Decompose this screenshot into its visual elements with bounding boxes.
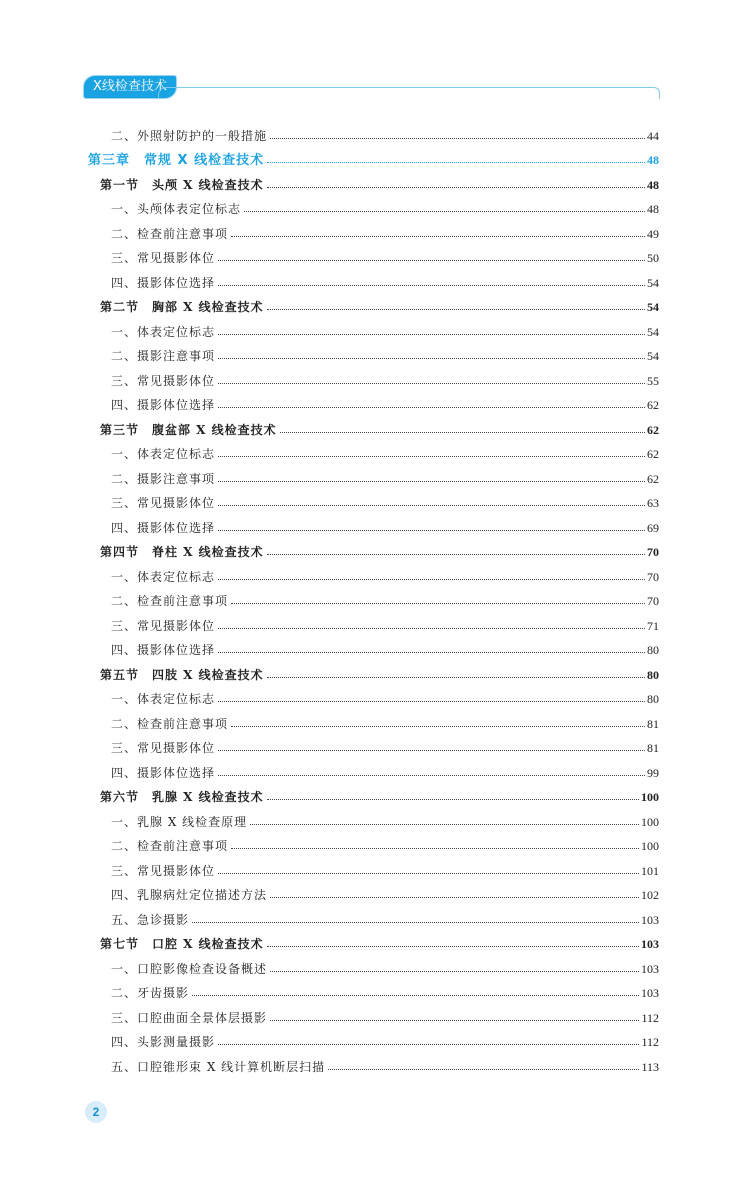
- toc-entry-page: 55: [647, 373, 659, 388]
- toc-subsection-entry[interactable]: [88, 830, 659, 855]
- toc-entry-page: 80: [647, 692, 659, 706]
- toc-dot-leader: [280, 432, 645, 433]
- toc-subsection-entry[interactable]: [88, 340, 659, 365]
- toc-entry-page: 62: [647, 471, 659, 486]
- toc-dot-leader: [218, 334, 645, 335]
- toc-dot-leader: [218, 383, 645, 384]
- toc-entry-title: 一、体表定位标志: [111, 692, 216, 706]
- toc-entry-title: 第六节 乳腺 X 线检查技术: [100, 790, 264, 804]
- toc-dot-leader: [218, 579, 645, 580]
- toc-entry-page: 70: [647, 594, 659, 608]
- toc-entry-page: 62: [647, 447, 659, 461]
- toc-dot-leader: [218, 407, 645, 408]
- toc-entry-title: 第三节 腹盆部 X 线检查技术: [100, 422, 277, 437]
- toc-entry-title: 第七节 口腔 X 线检查技术: [100, 937, 264, 951]
- toc-entry-page: 44: [647, 128, 659, 143]
- toc-entry-title: 四、摄影体位选择: [111, 275, 216, 290]
- toc-subsection-entry[interactable]: [88, 119, 659, 144]
- toc-subsection-entry[interactable]: [88, 1001, 659, 1026]
- toc-subsection-entry[interactable]: [88, 389, 659, 414]
- toc-subsection-entry[interactable]: [88, 585, 659, 610]
- running-header: [84, 76, 660, 102]
- toc-subsection-entry[interactable]: [88, 438, 659, 463]
- toc-dot-leader: [218, 750, 645, 751]
- toc-entry-title: 一、体表定位标志: [111, 569, 216, 584]
- toc-section-entry[interactable]: [88, 536, 659, 561]
- toc-dot-leader: [218, 505, 645, 506]
- toc-dot-leader: [250, 824, 639, 825]
- toc-entry-page: 48: [647, 153, 659, 167]
- toc-section-entry[interactable]: [88, 781, 659, 806]
- toc-entry-page: 54: [647, 349, 659, 363]
- toc-subsection-entry[interactable]: [88, 364, 659, 389]
- toc-subsection-entry[interactable]: [88, 903, 659, 928]
- toc-subsection-entry[interactable]: [88, 560, 659, 585]
- toc-entry-title: 二、牙齿摄影: [111, 986, 190, 1000]
- toc-entry-page: 100: [641, 790, 659, 804]
- toc-section-entry[interactable]: [88, 291, 659, 316]
- toc-entry-page: 71: [647, 618, 659, 633]
- toc-entry-page: 80: [647, 643, 659, 657]
- toc-entry-title: 二、外照射防护的一般措施: [111, 128, 268, 143]
- toc-entry-page: 48: [647, 202, 659, 216]
- toc-entry-title: 三、常见摄影体位: [111, 496, 216, 510]
- toc-dot-leader: [270, 1020, 639, 1021]
- toc-entry-title: 三、常见摄影体位: [111, 251, 216, 265]
- toc-dot-leader: [218, 775, 645, 776]
- toc-entry-page: 54: [647, 275, 659, 290]
- toc-subsection-entry[interactable]: [88, 634, 659, 659]
- toc-entry-title: 一、体表定位标志: [111, 324, 216, 339]
- toc-entry-title: 第二节 胸部 X 线检查技术: [100, 300, 264, 314]
- toc-subsection-entry[interactable]: [88, 879, 659, 904]
- toc-dot-leader: [192, 922, 639, 923]
- toc-subsection-entry[interactable]: [88, 1050, 659, 1075]
- toc-entry-page: 103: [641, 912, 659, 927]
- toc-subsection-entry[interactable]: [88, 315, 659, 340]
- toc-entry-page: 113: [641, 1059, 659, 1074]
- toc-entry-title: 二、检查前注意事项: [111, 226, 229, 241]
- toc-entry-title: 第一节 头颅 X 线检查技术: [100, 177, 264, 192]
- toc-entry-title: 三、常见摄影体位: [111, 741, 216, 755]
- toc-subsection-entry[interactable]: [88, 977, 659, 1002]
- toc-dot-leader: [218, 628, 645, 629]
- toc-entry-page: 48: [647, 177, 659, 192]
- toc-subsection-entry[interactable]: [88, 242, 659, 267]
- toc-entry-page: 103: [641, 986, 659, 1000]
- table-of-contents: [88, 119, 659, 1075]
- toc-dot-leader: [218, 530, 645, 531]
- toc-dot-leader: [218, 652, 645, 653]
- toc-entry-title: 二、摄影注意事项: [111, 471, 216, 486]
- toc-entry-title: 二、检查前注意事项: [111, 839, 229, 853]
- toc-section-entry[interactable]: [88, 658, 659, 683]
- toc-dot-leader: [267, 187, 645, 188]
- toc-subsection-entry[interactable]: [88, 952, 659, 977]
- toc-section-entry[interactable]: [88, 413, 659, 438]
- toc-entry-title: 一、头颅体表定位标志: [111, 202, 242, 216]
- toc-dot-leader: [218, 260, 645, 261]
- toc-entry-title: 三、口腔曲面全景体层摄影: [111, 1010, 268, 1025]
- toc-dot-leader: [218, 358, 645, 359]
- toc-entry-page: 81: [647, 741, 659, 755]
- toc-entry-title: 三、常见摄影体位: [111, 373, 216, 388]
- toc-dot-leader: [231, 603, 645, 604]
- toc-section-entry[interactable]: [88, 928, 659, 953]
- toc-dot-leader: [218, 481, 645, 482]
- toc-dot-leader: [231, 726, 645, 727]
- toc-entry-title: 一、口腔影像检查设备概述: [111, 961, 268, 976]
- toc-entry-page: 69: [647, 520, 659, 535]
- toc-subsection-entry[interactable]: [88, 487, 659, 512]
- toc-dot-leader: [218, 873, 639, 874]
- toc-entry-title: 一、乳腺 X 线检查原理: [111, 814, 248, 829]
- toc-entry-page: 101: [641, 863, 659, 878]
- toc-dot-leader: [192, 995, 639, 996]
- toc-subsection-entry[interactable]: [88, 609, 659, 634]
- toc-dot-leader: [270, 897, 639, 898]
- toc-subsection-entry[interactable]: [88, 511, 659, 536]
- toc-dot-leader: [328, 1069, 639, 1070]
- toc-subsection-entry[interactable]: [88, 854, 659, 879]
- toc-section-entry[interactable]: [88, 168, 659, 193]
- toc-entry-title: 四、头影测量摄影: [111, 1035, 216, 1049]
- toc-entry-title: 三、常见摄影体位: [111, 618, 216, 633]
- toc-entry-page: 70: [647, 569, 659, 584]
- toc-entry-title: 四、乳腺病灶定位描述方法: [111, 888, 268, 902]
- toc-entry-page: 54: [647, 324, 659, 339]
- toc-dot-leader: [267, 677, 645, 678]
- toc-entry-title: 四、摄影体位选择: [111, 643, 216, 657]
- toc-entry-page: 80: [647, 667, 659, 682]
- toc-subsection-entry[interactable]: [88, 266, 659, 291]
- toc-entry-title: 第三章 常规 X 线检查技术: [88, 153, 265, 168]
- toc-entry-title: 三、常见摄影体位: [111, 863, 216, 878]
- toc-dot-leader: [218, 456, 645, 457]
- toc-entry-page: 81: [647, 716, 659, 731]
- toc-dot-leader: [267, 309, 645, 310]
- toc-entry-title: 二、摄影注意事项: [111, 349, 216, 363]
- toc-subsection-entry[interactable]: [88, 462, 659, 487]
- toc-entry-page: 112: [641, 1035, 659, 1049]
- toc-dot-leader: [267, 554, 645, 555]
- toc-subsection-entry[interactable]: [88, 193, 659, 218]
- toc-dot-leader: [231, 848, 639, 849]
- toc-entry-title: 二、检查前注意事项: [111, 716, 229, 731]
- toc-dot-leader: [244, 211, 645, 212]
- toc-entry-page: 50: [647, 251, 659, 265]
- toc-dot-leader: [231, 236, 645, 237]
- toc-entry-title: 五、急诊摄影: [111, 912, 190, 927]
- toc-entry-page: 70: [647, 545, 659, 559]
- toc-subsection-entry[interactable]: [88, 707, 659, 732]
- toc-entry-page: 99: [647, 765, 659, 780]
- toc-entry-page: 62: [647, 398, 659, 412]
- header-rule: [168, 87, 660, 99]
- toc-entry-page: 103: [641, 961, 659, 976]
- toc-dot-leader: [218, 285, 645, 286]
- toc-entry-title: 二、检查前注意事项: [111, 594, 229, 608]
- toc-entry-page: 63: [647, 496, 659, 510]
- toc-entry-page: 103: [641, 937, 659, 951]
- toc-entry-page: 49: [647, 226, 659, 241]
- toc-subsection-entry[interactable]: [88, 683, 659, 708]
- toc-entry-page: 62: [647, 422, 659, 437]
- toc-dot-leader: [270, 138, 645, 139]
- page-number: 2: [85, 1101, 107, 1123]
- toc-entry-page: 102: [641, 888, 659, 902]
- toc-dot-leader: [267, 799, 639, 800]
- toc-entry-title: 第四节 脊柱 X 线检查技术: [100, 545, 264, 559]
- toc-dot-leader: [218, 701, 645, 702]
- toc-subsection-entry[interactable]: [88, 1026, 659, 1051]
- toc-entry-page: 100: [641, 839, 659, 853]
- toc-subsection-entry[interactable]: [88, 756, 659, 781]
- toc-dot-leader: [218, 1044, 639, 1045]
- toc-entry-title: 五、口腔锥形束 X 线计算机断层扫描: [111, 1059, 326, 1074]
- toc-entry-page: 100: [641, 814, 659, 829]
- toc-subsection-entry[interactable]: [88, 732, 659, 757]
- toc-dot-leader: [267, 946, 639, 947]
- toc-chapter-entry[interactable]: [88, 144, 659, 169]
- toc-entry-title: 四、摄影体位选择: [111, 765, 216, 780]
- toc-entry-title: 四、摄影体位选择: [111, 398, 216, 412]
- toc-entry-page: 54: [647, 300, 659, 314]
- toc-dot-leader: [267, 162, 645, 163]
- toc-entry-title: 第五节 四肢 X 线检查技术: [100, 667, 264, 682]
- toc-entry-page: 112: [641, 1010, 659, 1025]
- running-header-title: X线检查技术: [84, 76, 176, 98]
- toc-dot-leader: [270, 971, 639, 972]
- toc-subsection-entry[interactable]: [88, 217, 659, 242]
- toc-entry-title: 一、体表定位标志: [111, 447, 216, 461]
- toc-subsection-entry[interactable]: [88, 805, 659, 830]
- toc-entry-title: 四、摄影体位选择: [111, 520, 216, 535]
